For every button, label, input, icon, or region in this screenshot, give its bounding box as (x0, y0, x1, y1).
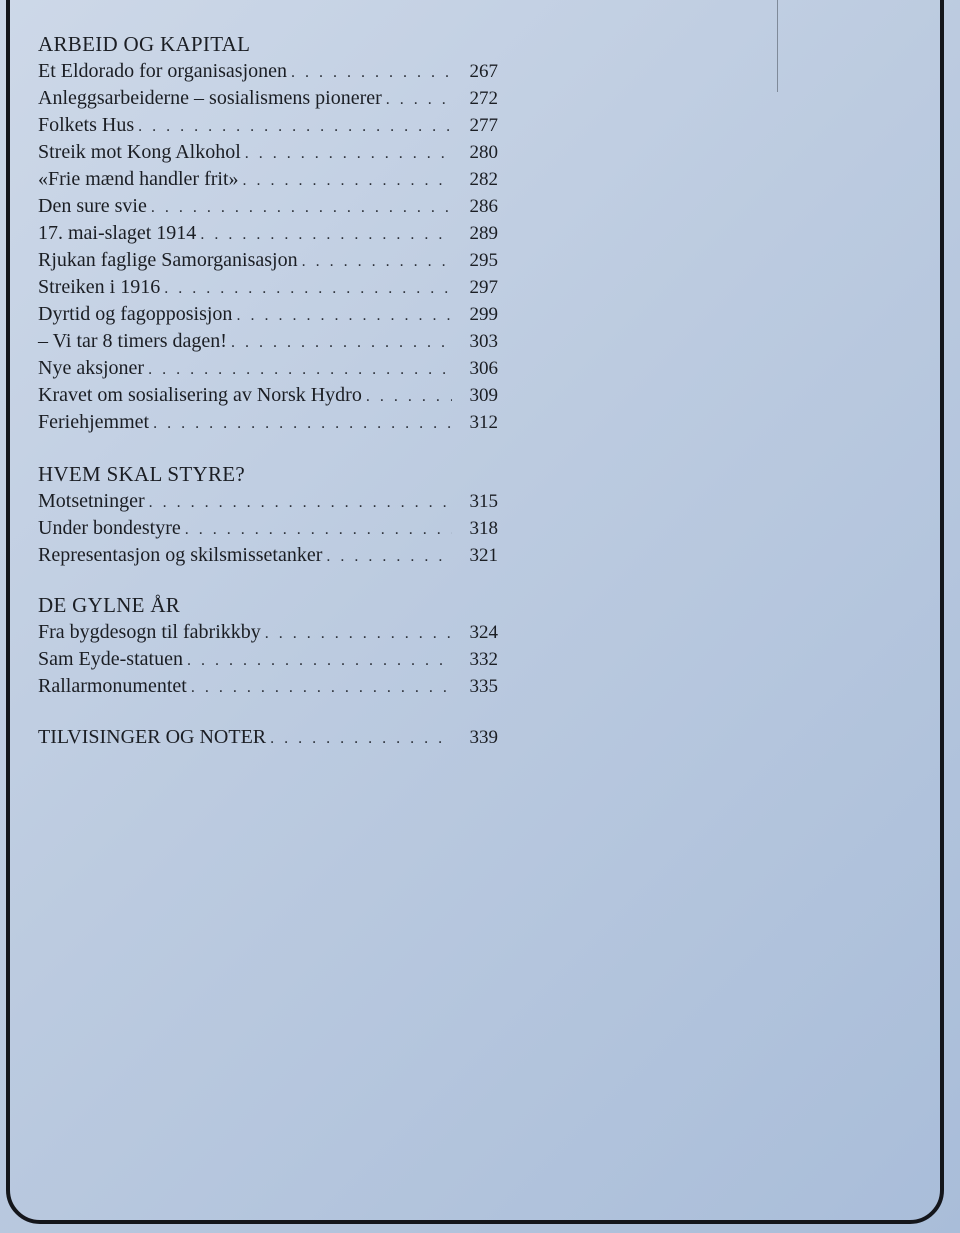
table-of-contents (38, 30, 498, 751)
entry-page-number: 324 (469, 622, 498, 643)
dot-leader (185, 516, 452, 543)
dot-leader (245, 140, 452, 167)
toc-entry (38, 220, 498, 247)
toc-section-notes (38, 724, 498, 751)
entry-title: Sam Eyde-statuen (38, 648, 183, 670)
entry-title: TILVISINGER OG NOTER (38, 726, 267, 748)
entry-page-number: 282 (469, 169, 498, 190)
toc-entry (38, 301, 498, 328)
entry-title: Et Eldorado for organisasjonen (38, 60, 288, 82)
entry-page-number: 297 (469, 277, 498, 298)
toc-entry (38, 193, 498, 220)
entry-title: Nye aksjoner (38, 357, 145, 379)
dot-leader (138, 113, 452, 140)
entry-page-number: 280 (469, 142, 498, 163)
dot-leader (236, 302, 452, 329)
toc-entry (38, 619, 498, 646)
dot-leader (164, 275, 452, 302)
toc-entry (38, 724, 498, 751)
entry-title: Folkets Hus (38, 114, 135, 136)
entry-page-number: 267 (469, 61, 498, 82)
entry-title: Under bondestyre (38, 517, 181, 539)
entry-title: Representasjon og skilsmissetanker (38, 544, 323, 566)
dot-leader (231, 329, 452, 356)
entry-title: 17. mai-slaget 1914 (38, 222, 197, 244)
entry-title: Feriehjemmet (38, 411, 150, 433)
section-spacer (38, 700, 498, 724)
entry-page-number: 286 (469, 196, 498, 217)
section-heading: DE GYLNE ÅR (38, 593, 181, 617)
entry-title: Kravet om sosialisering av Norsk Hydro (38, 384, 362, 406)
entry-title: Streik mot Kong Alkohol (38, 141, 241, 163)
toc-entry (38, 58, 498, 85)
section-heading: HVEM SKAL STYRE? (38, 462, 246, 486)
section-spacer (38, 436, 498, 460)
toc-entry (38, 139, 498, 166)
dot-leader (149, 489, 452, 516)
entry-page-number: 272 (469, 88, 498, 109)
entry-title: Rjukan faglige Samorganisasjon (38, 249, 298, 271)
entry-title: Anleggsarbeiderne – sosialismens pionerer (38, 87, 382, 109)
entry-page-number: 321 (469, 545, 498, 566)
toc-entry (38, 112, 498, 139)
entry-page-number: 295 (469, 250, 498, 271)
entry-title: Fra bygdesogn til fabrikkby (38, 621, 261, 643)
entry-page-number: 309 (469, 385, 498, 406)
entry-page-number: 299 (469, 304, 498, 325)
entry-page-number: 277 (469, 115, 498, 136)
toc-entry (38, 247, 498, 274)
entry-title: Rallarmonumentet (38, 675, 187, 697)
dot-leader (151, 194, 452, 221)
toc-entry (38, 85, 498, 112)
toc-section-arbeid-og-kapital (38, 30, 498, 436)
toc-entry (38, 274, 498, 301)
toc-entry (38, 382, 498, 409)
entry-title: Den sure svie (38, 195, 147, 217)
dot-leader (200, 221, 452, 248)
entry-title: «Frie mænd handler frit» (38, 168, 239, 190)
toc-entry (38, 166, 498, 193)
dot-leader (291, 59, 452, 86)
dot-leader (265, 620, 452, 647)
entry-title: Dyrtid og fagopposisjon (38, 303, 233, 325)
dot-leader (386, 86, 452, 113)
dot-leader (270, 725, 452, 752)
dot-leader (191, 674, 452, 701)
entry-page-number: 303 (469, 331, 498, 352)
entry-page-number: 312 (469, 412, 498, 433)
toc-entry (38, 488, 498, 515)
dot-leader (326, 543, 452, 570)
dot-leader (148, 356, 452, 383)
entry-page-number: 335 (469, 676, 498, 697)
entry-title: Motsetninger (38, 490, 145, 512)
section-spacer (38, 569, 498, 591)
dot-leader (302, 248, 452, 275)
entry-title: Streiken i 1916 (38, 276, 161, 298)
entry-page-number: 332 (469, 649, 498, 670)
entry-page-number: 289 (469, 223, 498, 244)
toc-section-hvem-skal-styre (38, 460, 498, 569)
toc-entry (38, 328, 498, 355)
entry-page-number: 315 (469, 491, 498, 512)
toc-section-de-gylne-ar (38, 591, 498, 700)
toc-entry (38, 542, 498, 569)
dot-leader (187, 647, 452, 674)
toc-entry (38, 409, 498, 436)
entry-title: – Vi tar 8 timers dagen! (38, 330, 227, 352)
dot-leader (153, 410, 452, 437)
section-heading: ARBEID OG KAPITAL (38, 32, 251, 56)
entry-page-number: 339 (469, 727, 498, 748)
toc-entry (38, 673, 498, 700)
toc-entry (38, 355, 498, 382)
entry-page-number: 306 (469, 358, 498, 379)
toc-entry (38, 646, 498, 673)
entry-page-number: 318 (469, 518, 498, 539)
toc-entry (38, 515, 498, 542)
dot-leader (366, 383, 452, 410)
dot-leader (243, 167, 452, 194)
page-crease-line (777, 0, 778, 92)
